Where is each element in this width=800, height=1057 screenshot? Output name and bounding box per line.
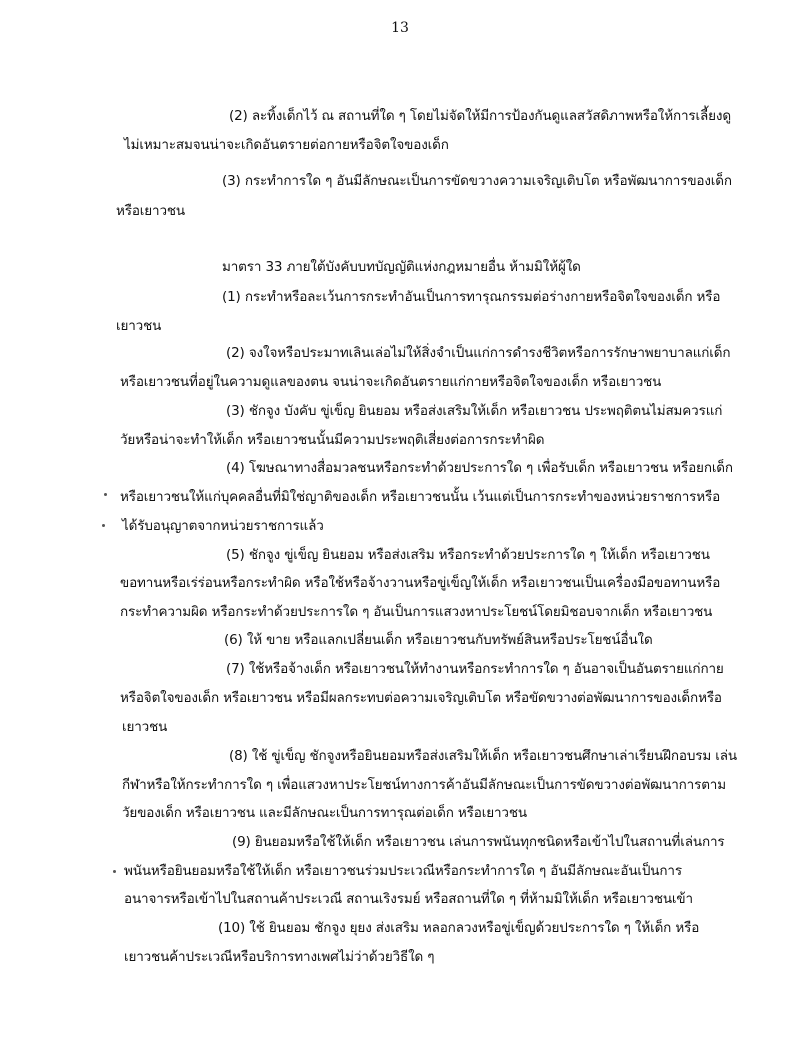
text-line: (8) ใช้ ขู่เข็ญ ชักจูงหรือยินยอมหรือส่งเสริมให้เด็ก หรือเยาวชนศึกษาเล่าเรียนฝึกอบรม เล่น (229, 748, 737, 764)
text-line: หรือเยาวชน (116, 203, 185, 219)
margin-dot (102, 524, 105, 527)
text-line: (3) กระทำการใด ๆ อันมีลักษณะเป็นการขัดขวางความเจริญเติบโต หรือพัฒนาการของเด็ก (222, 173, 732, 189)
text-line: (3) ชักจูง บังคับ ขู่เข็ญ ยินยอม หรือส่งเสริมให้เด็ก หรือเยาวชน ประพฤติตนไม่สมควรแก่ (226, 403, 723, 419)
section-heading: มาตรา 33 ภายใต้บังคับบทบัญญัติแห่งกฎหมายอื่น ห้ามมิให้ผู้ใด (222, 259, 581, 275)
text-line: (6) ให้ ขาย หรือแลกเปลี่ยนเด็ก หรือเยาวชนกับทรัพย์สินหรือประโยชน์อื่นใด (224, 632, 653, 648)
text-line: วัยของเด็ก หรือเยาวชน และมีลักษณะเป็นการทารุณต่อเด็ก หรือเยาวชน (122, 805, 527, 821)
text-line: (2) จงใจหรือประมาทเลินเล่อไม่ให้สิ่งจำเป็นแก่การดำรงชีวิตหรือการรักษาพยาบาลแก่เด็ก (226, 345, 731, 361)
text-line: ขอทานหรือเร่ร่อนหรือกระทำผิด หรือใช้หรือจ้างวานหรือขู่เข็ญให้เด็ก หรือเยาวชนเป็นเครื่องมือขอทานหรือ (120, 575, 721, 591)
text-line: เยาวชนค้าประเวณีหรือบริการทางเพศไม่ว่าด้วยวิธีใด ๆ (124, 949, 435, 965)
text-line: หรือจิตใจของเด็ก หรือเยาวชน หรือมีผลกระทบต่อความเจริญเติบโต หรือขัดขวางต่อพัฒนาการของเด็กหรือ (120, 690, 722, 706)
text-line: (9) ยินยอมหรือใช้ให้เด็ก หรือเยาวชน เล่นการพนันทุกชนิดหรือเข้าไปในสถานที่เล่นการ (232, 834, 725, 850)
text-line: เยาวชน (122, 719, 168, 735)
text-line: เยาวชน (116, 318, 162, 334)
text-line: กีฬาหรือให้กระทำการใด ๆ เพื่อแสวงหาประโยชน์ทางการค้าอันมีลักษณะเป็นการขัดขวางต่อพัฒนาการตาม (122, 777, 726, 793)
text-line: (7) ใช้หรือจ้างเด็ก หรือเยาวชนให้ทำงานหรือกระทำการใด ๆ อันอาจเป็นอันตรายแก่กาย (226, 661, 724, 677)
text-line: ได้รับอนุญาตจากหน่วยราชการแล้ว (122, 518, 324, 534)
text-line: หรือเยาวชนที่อยู่ในความดูแลของตน จนน่าจะเกิดอันตรายแก่กายหรือจิตใจของเด็ก หรือเยาวชน (120, 374, 662, 390)
text-line: หรือเยาวชนให้แก่บุคคลอื่นที่มิใช่ญาติของเด็ก หรือเยาวชนนั้น เว้นแต่เป็นการกระทำของหน่วยราชการหรือ (120, 489, 721, 505)
text-line: ไม่เหมาะสมจนน่าจะเกิดอันตรายต่อกายหรือจิตใจของเด็ก (124, 137, 449, 153)
page-number: 13 (391, 20, 409, 36)
text-line: อนาจารหรือเข้าไปในสถานค้าประเวณี สถานเริงรมย์ หรือสถานที่ใด ๆ ที่ห้ามมิให้เด็ก หรือเยาวชนเข้า (124, 891, 693, 907)
text-line: วัยหรือน่าจะทำให้เด็ก หรือเยาวชนนั้นมีความประพฤติเสี่ยงต่อการกระทำผิด (120, 432, 545, 448)
text-line: (5) ชักจูง ขู่เข็ญ ยินยอม หรือส่งเสริม หรือกระทำด้วยประการใด ๆ ให้เด็ก หรือเยาวชน (226, 547, 710, 563)
margin-dot (113, 870, 116, 873)
margin-dot (104, 493, 107, 496)
text-line: กระทำความผิด หรือกระทำด้วยประการใด ๆ อันเป็นการแสวงหาประโยชน์โดยมิชอบจากเด็ก หรือเยาวชน (120, 604, 713, 620)
text-line: (1) กระทำหรือละเว้นการกระทำอันเป็นการทารุณกรรมต่อร่างกายหรือจิตใจของเด็ก หรือ (222, 289, 721, 305)
text-line: พนันหรือยินยอมหรือใช้ให้เด็ก หรือเยาวชนร่วมประเวณีหรือกระทำการใด ๆ อันมีลักษณะอันเป็นการ (124, 863, 682, 879)
text-line: (4) โฆษณาทางสื่อมวลชนหรือกระทำด้วยประการใด ๆ เพื่อรับเด็ก หรือเยาวชน หรือยกเด็ก (226, 460, 733, 476)
text-line: (2) ละทิ้งเด็กไว้ ณ สถานที่ใด ๆ โดยไม่จัดให้มีการป้องกันดูแลสวัสดิภาพหรือให้การเลี้ยงดู (229, 108, 731, 124)
text-line: (10) ใช้ ยินยอม ชักจูง ยุยง ส่งเสริม หลอกลวงหรือขู่เข็ญด้วยประการใด ๆ ให้เด็ก หรือ (218, 920, 700, 936)
